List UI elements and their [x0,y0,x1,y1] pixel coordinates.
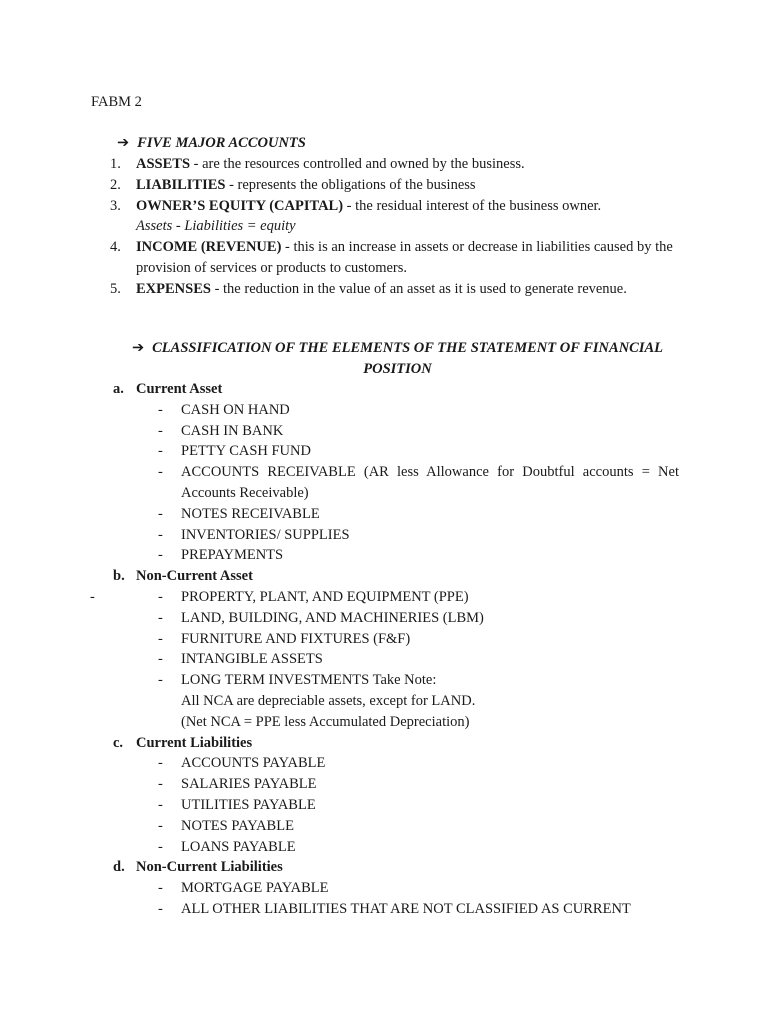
list-item [113,400,679,421]
section-heading-five-major-accounts [117,133,306,154]
item-text: PETTY CASH FUND [181,443,311,460]
item-text: UTILITIES PAYABLE [181,796,316,813]
item-text: LONG TERM INVESTMENTS Take Note: [181,672,437,689]
list-number: 5. [110,280,121,297]
list-item [113,545,679,566]
section-heading-text: CLASSIFICATION OF THE ELEMENTS OF THE STATEMENT OF FINANCIAL POSITION [152,340,664,377]
account-description: - the residual interest of the business owner. [343,197,602,214]
note-line: All NCA are depreciable assets, except for LAND. [181,692,476,709]
dash-bullet: - [158,755,163,772]
dash-bullet: - [158,464,163,481]
dash-bullet: - [158,817,163,834]
item-text: PROPERTY, PLANT, AND EQUIPMENT (PPE) [181,588,469,605]
document-title: FABM 2 [91,94,142,110]
dash-bullet: - [158,776,163,793]
list-item [113,441,679,462]
item-text: INVENTORIES/ SUPPLIES [181,526,350,543]
item-text: ACCOUNTS RECEIVABLE (AR less Allowance for Doubtful accounts = Net Accounts Receivable) [181,464,679,501]
item-text: MORTGAGE PAYABLE [181,880,329,897]
account-term: ASSETS [136,156,191,172]
category-name: Non-Current Asset [136,568,253,585]
dash-bullet: - [158,443,163,460]
dash-bullet: - [158,672,163,689]
item-text: ACCOUNTS PAYABLE [181,755,326,772]
dash-bullet: - [158,838,163,855]
item-text: SALARIES PAYABLE [181,776,317,793]
category-letter: c. [113,734,124,751]
list-item [113,421,679,442]
item-text: LAND, BUILDING, AND MACHINERIES (LBM) [181,609,484,626]
section-heading-text: FIVE MAJOR ACCOUNTS [137,135,306,151]
list-item [113,670,679,691]
account-term: INCOME (REVENUE) [136,239,282,256]
dash-bullet: - [158,796,163,813]
list-item [113,753,679,774]
dash-bullet: - [158,526,163,543]
list-item [113,504,679,525]
list-item [90,587,679,608]
list-item [113,608,679,629]
account-description: - this is an increase in assets or decrease in liabilities caused by the provision of services or products to customers. [136,239,673,276]
category-heading-current-asset [113,379,679,400]
arrow-right-icon: ➔ [117,135,130,151]
list-item [113,899,679,920]
dash-bullet: - [158,609,163,626]
list-item [110,175,680,196]
dash-bullet: - [158,630,163,647]
list-item [110,237,680,279]
list-item [113,878,679,899]
stray-dash: - [90,588,95,605]
account-description: - represents the obligations of the business [225,176,476,193]
list-item [113,816,679,837]
category-letter: d. [113,859,125,876]
dash-bullet: - [158,401,163,418]
list-number: 4. [110,239,121,256]
list-item [113,774,679,795]
dash-bullet: - [158,547,163,564]
list-item [113,629,679,650]
dash-bullet: - [158,588,163,605]
list-item [110,154,680,175]
category-letter: b. [113,568,125,585]
list-item [113,837,679,858]
list-item [110,279,680,300]
list-item [113,462,679,504]
list-number: 2. [110,176,121,193]
category-heading-non-current-liabilities [113,857,679,878]
category-name: Non-Current Liabilities [136,859,283,876]
list-item [113,649,679,670]
item-text: CASH ON HAND [181,401,290,418]
dash-bullet: - [158,880,163,897]
account-description: - the reduction in the value of an asset as it is used to generate revenue. [210,280,627,297]
category-heading-current-liabilities [113,733,679,754]
category-name: Current Liabilities [136,734,253,751]
item-text: PREPAYMENTS [181,547,284,564]
category-letter: a. [113,381,124,397]
account-term: OWNER’S EQUITY (CAPITAL) [136,197,344,214]
item-text: NOTES PAYABLE [181,817,294,834]
dash-bullet: - [158,900,163,917]
list-number: 1. [110,156,121,172]
account-term: EXPENSES [136,280,211,297]
account-description: - are the resources controlled and owned by the business. [190,156,525,172]
item-text: CASH IN BANK [181,422,284,439]
list-number: 3. [110,197,121,214]
item-text: ALL OTHER LIABILITIES THAT ARE NOT CLASSIFIED AS CURRENT [181,900,631,917]
account-term: LIABILITIES [136,176,226,193]
category-name: Current Asset [136,381,223,397]
item-text: NOTES RECEIVABLE [181,505,320,522]
item-text: FURNITURE AND FIXTURES (F&F) [181,630,411,647]
arrow-right-icon: ➔ [131,340,145,356]
list-item [113,525,679,546]
list-item [113,795,679,816]
dash-bullet: - [158,651,163,668]
dash-bullet: - [158,505,163,522]
note-line: (Net NCA = PPE less Accumulated Depreciation) [181,713,470,730]
major-accounts-list [110,154,680,300]
category-heading-non-current-asset [113,566,679,587]
dash-bullet: - [158,422,163,439]
item-text: LOANS PAYABLE [181,838,296,855]
accounting-equation: Assets - Liabilities = equity [136,218,296,235]
item-text: INTANGIBLE ASSETS [181,651,323,668]
section-heading-classification [100,338,695,380]
classification-sections [90,379,679,920]
list-item [110,196,680,238]
